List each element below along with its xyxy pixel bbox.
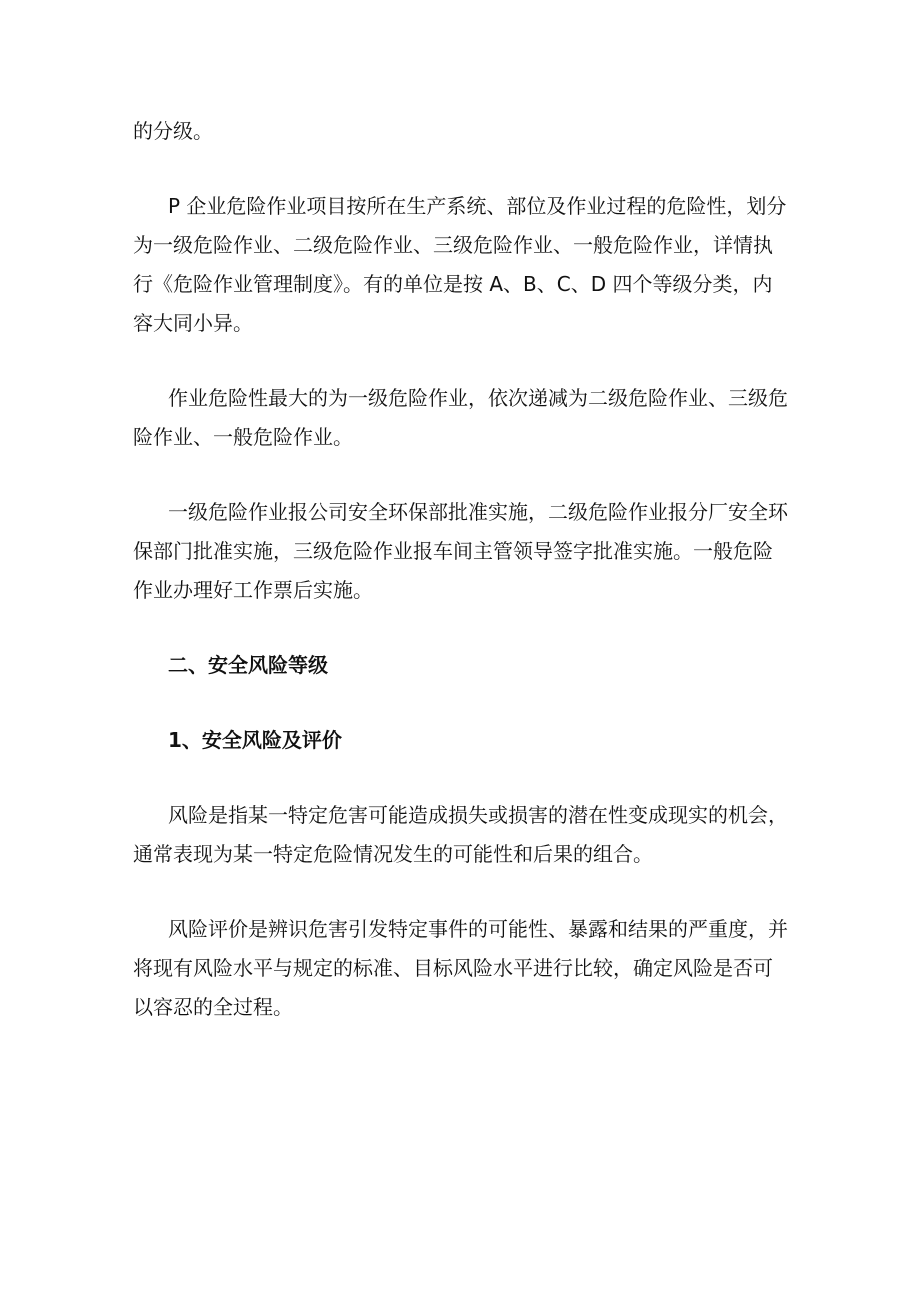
paragraph-risk-evaluation: 风险评价是辨识危害引发特定事件的可能性、暴露和结果的严重度，并将现有风险水平与规定的标准、目标风险水平进行比较，确定风险是否可以容忍的全过程。 — [133, 917, 788, 1019]
subsection-heading: 1、安全风险及评价 — [168, 728, 342, 752]
paragraph-continuation: 的分级。 — [133, 119, 213, 143]
paragraph-classification: P 企业危险作业项目按所在生产系统、部位及作业过程的危险性，划分为一级危险作业、二级危险作业、三级危险作业、一般危险作业，详情执行《危险作业管理制度》。有的单位是按 A、B、C、D 四个等级分类，内容大同小异。 — [133, 194, 787, 335]
paragraph-ranking: 作业危险性最大的为一级危险作业，依次递减为二级危险作业、三级危险作业、一般危险作业。 — [133, 386, 788, 449]
section-heading: 二、安全风险等级 — [168, 653, 328, 677]
paragraph-risk-definition: 风险是指某一特定危害可能造成损失或损害的潜在性变成现实的机会，通常表现为某一特定危险情况发生的可能性和后果的组合。 — [133, 803, 788, 866]
paragraph-approval: 一级危险作业报公司安全环保部批准实施，二级危险作业报分厂安全环保部门批准实施，三级危险作业报车间主管领导签字批准实施。一般危险作业办理好工作票后实施。 — [133, 500, 788, 602]
